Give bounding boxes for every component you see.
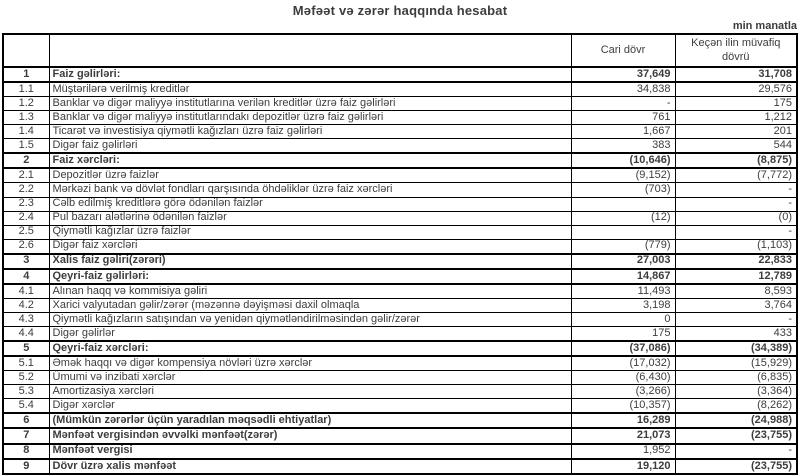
value-current: 27,003	[571, 254, 675, 269]
row-label: Faiz gəlirləri:	[49, 67, 571, 82]
table-row	[3, 153, 797, 168]
value-current: (37,086)	[571, 341, 675, 356]
value-current: (9,152)	[571, 168, 675, 183]
value-current: (779)	[571, 239, 675, 254]
value-current: (12)	[571, 211, 675, 225]
header-num	[3, 34, 49, 67]
row-label: Amortizasiya xərcləri	[49, 385, 571, 399]
table-row	[3, 197, 797, 211]
row-label: Mərkəzi bank və dövlət fondları qarşısında öhdəliklər üzrə faiz xərcləri	[49, 183, 571, 197]
value-current: 175	[571, 326, 675, 341]
row-label: Banklar və digər maliyyə institutlarındakı depozitlər üzrə faiz gəlirləri	[49, 111, 571, 125]
value-previous: 175	[675, 97, 797, 111]
row-label: Digər faiz xərcləri	[49, 239, 571, 254]
table-row	[3, 67, 797, 82]
row-label: Əmək haqqı və digər kompensiya növləri üzrə xərclər	[49, 356, 571, 371]
value-previous: (3,364)	[675, 385, 797, 399]
value-previous: 433	[675, 326, 797, 341]
value-current: 1,667	[571, 125, 675, 139]
table-row	[3, 111, 797, 125]
table-row	[3, 385, 797, 399]
table-row	[3, 269, 797, 284]
table-row	[3, 183, 797, 197]
table-row	[3, 254, 797, 269]
row-num: 4.3	[3, 312, 49, 326]
value-current: 761	[571, 111, 675, 125]
value-previous: 201	[675, 125, 797, 139]
value-previous: 3,764	[675, 298, 797, 312]
table-row	[3, 371, 797, 385]
row-num: 4.4	[3, 326, 49, 341]
header-label	[49, 34, 571, 67]
value-previous: 29,576	[675, 82, 797, 97]
value-previous: 22,833	[675, 254, 797, 269]
report-table-body	[3, 67, 797, 474]
row-num: 8	[3, 444, 49, 459]
row-num: 1.2	[3, 97, 49, 111]
table-header-row	[3, 34, 797, 67]
row-label: Mənfəət vergisi	[49, 444, 571, 459]
row-label: Faiz xərcləri:	[49, 153, 571, 168]
value-previous: (1,103)	[675, 239, 797, 254]
row-label: Xalis faiz gəliri(zərəri)	[49, 254, 571, 269]
row-label: Ticarət və investisiya qiymətli kağızları üzrə faiz gəlirləri	[49, 125, 571, 139]
row-num: 4.1	[3, 284, 49, 299]
value-current: 383	[571, 139, 675, 154]
row-num: 2.4	[3, 211, 49, 225]
value-previous: 544	[675, 139, 797, 154]
table-row	[3, 428, 797, 443]
value-previous: 8,593	[675, 284, 797, 299]
value-previous: -	[675, 444, 797, 459]
table-row	[3, 139, 797, 154]
value-current: 21,073	[571, 428, 675, 443]
header-current-period: Cari dövr	[571, 34, 675, 67]
row-label: Qiymətli kağızların satışından və yenidən qiymətləndirilməsindən gəlir/zərər	[49, 312, 571, 326]
value-current: 16,289	[571, 413, 675, 428]
row-label: Cəlb edilmiş kreditlərə görə ödənilən faizlər	[49, 197, 571, 211]
table-row	[3, 399, 797, 414]
row-num: 2.6	[3, 239, 49, 254]
row-label: Ümumi və inzibati xərclər	[49, 371, 571, 385]
value-previous: 1,212	[675, 111, 797, 125]
row-label: Alınan haqq və kommisiya gəliri	[49, 284, 571, 299]
value-current: 11,493	[571, 284, 675, 299]
value-previous: (7,772)	[675, 168, 797, 183]
value-previous: (8,875)	[675, 153, 797, 168]
report-title: Məfəət və zərər haqqında hesabat	[292, 3, 508, 18]
table-row	[3, 125, 797, 139]
row-num: 1.4	[3, 125, 49, 139]
income-statement-table	[2, 33, 798, 475]
table-row	[3, 225, 797, 239]
row-label: Pul bazarı alətlərinə ödənilən faizlər	[49, 211, 571, 225]
row-num: 4	[3, 269, 49, 284]
row-label: Mənfəət vergisindən əvvəlki mənfəət(zərər)	[49, 428, 571, 443]
value-current: 37,649	[571, 67, 675, 82]
row-num: 5.3	[3, 385, 49, 399]
row-num: 2.3	[3, 197, 49, 211]
table-row	[3, 82, 797, 97]
table-row	[3, 326, 797, 341]
value-previous: -	[675, 197, 797, 211]
row-num: 9	[3, 459, 49, 474]
table-row	[3, 312, 797, 326]
value-current: -	[571, 97, 675, 111]
value-previous: (15,929)	[675, 356, 797, 371]
value-current: (3,266)	[571, 385, 675, 399]
row-label: Xarici valyutadan gəlir/zərər (məzənnə dəyişməsi daxil olmaqla	[49, 298, 571, 312]
value-previous: (23,755)	[675, 428, 797, 443]
header-previous-period: Keçən ilin müvafiq dövrü	[675, 34, 797, 67]
row-label: Qiymətli kağızlar üzrə faizlər	[49, 225, 571, 239]
value-current: (6,430)	[571, 371, 675, 385]
row-label: Müştərilərə verilmiş kreditlər	[49, 82, 571, 97]
table-row	[3, 239, 797, 254]
row-label: Qeyri-faiz xərcləri:	[49, 341, 571, 356]
value-previous: (8,262)	[675, 399, 797, 414]
value-current: (10,646)	[571, 153, 675, 168]
row-num: 5	[3, 341, 49, 356]
table-header	[3, 34, 797, 67]
row-num: 7	[3, 428, 49, 443]
value-current: 1,952	[571, 444, 675, 459]
value-previous: (6,835)	[675, 371, 797, 385]
value-current: (17,032)	[571, 356, 675, 371]
value-previous: -	[675, 312, 797, 326]
value-current: 14,867	[571, 269, 675, 284]
row-num: 1.5	[3, 139, 49, 154]
value-previous: 31,708	[675, 67, 797, 82]
row-num: 4.2	[3, 298, 49, 312]
value-current: (10,357)	[571, 399, 675, 414]
value-current: 0	[571, 312, 675, 326]
units-note: min manatla	[732, 20, 797, 32]
table-row	[3, 168, 797, 183]
row-num: 2.2	[3, 183, 49, 197]
row-num: 3	[3, 254, 49, 269]
row-num: 1.1	[3, 82, 49, 97]
table-row	[3, 97, 797, 111]
row-num: 1	[3, 67, 49, 82]
value-current	[571, 197, 675, 211]
value-previous: -	[675, 183, 797, 197]
table-row	[3, 284, 797, 299]
row-num: 2	[3, 153, 49, 168]
value-previous: (34,389)	[675, 341, 797, 356]
value-previous: 12,789	[675, 269, 797, 284]
row-num: 5.2	[3, 371, 49, 385]
value-previous: (24,988)	[675, 413, 797, 428]
value-current: 19,120	[571, 459, 675, 474]
table-row	[3, 356, 797, 371]
value-current	[571, 225, 675, 239]
row-label: Qeyri-faiz gəlirləri:	[49, 269, 571, 284]
row-label: Digər faiz gəlirləri	[49, 139, 571, 154]
value-previous: (23,755)	[675, 459, 797, 474]
table-row	[3, 211, 797, 225]
row-num: 5.1	[3, 356, 49, 371]
value-current: (703)	[571, 183, 675, 197]
row-num: 6	[3, 413, 49, 428]
value-current: 34,838	[571, 82, 675, 97]
row-num: 2.5	[3, 225, 49, 239]
table-row	[3, 413, 797, 428]
row-num: 2.1	[3, 168, 49, 183]
value-current: 3,198	[571, 298, 675, 312]
table-row	[3, 341, 797, 356]
row-label: Digər xərclər	[49, 399, 571, 414]
value-previous: -	[675, 225, 797, 239]
value-previous: (0)	[675, 211, 797, 225]
row-label: (Mümkün zərərlər üçün yaradılan məqsədli ehtiyatlar)	[49, 413, 571, 428]
table-row	[3, 298, 797, 312]
row-label: Banklar və digər maliyyə institutlarına verilən kreditlər üzrə faiz gəlirləri	[49, 97, 571, 111]
table-row	[3, 444, 797, 459]
row-num: 1.3	[3, 111, 49, 125]
row-label: Depozitlər üzrə faizlər	[49, 168, 571, 183]
row-label: Digər gəlirlər	[49, 326, 571, 341]
row-num: 5.4	[3, 399, 49, 414]
row-label: Dövr üzrə xalis mənfəət	[49, 459, 571, 474]
